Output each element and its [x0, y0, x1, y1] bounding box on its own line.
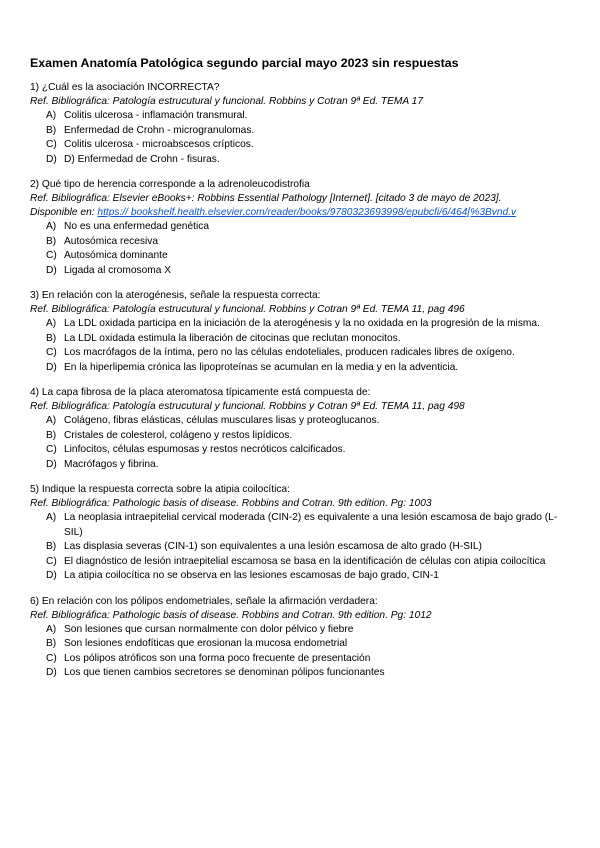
option-letter: D) [46, 458, 57, 470]
question-text: 1) ¿Cuál es la asociación INCORRECTA? [30, 82, 220, 93]
option-letter: D) [46, 153, 57, 165]
options-list [30, 623, 570, 681]
reference-link[interactable]: https:// bookshelf.health.elsevier.com/reader/books/9780323693998/epubcfi/6/464[%3Bvnd.v [97, 207, 517, 218]
option-a [46, 414, 570, 429]
option-text: Autosómica dominante [64, 250, 168, 261]
option-text: En la hiperlipemia crónica las lipoproteínas se acumulan en la media y en la adventicia. [64, 361, 459, 373]
option-letter: B) [46, 429, 57, 441]
question-6 [30, 595, 570, 681]
reference-prefix: Disponible en: [30, 207, 98, 218]
option-letter: B) [46, 332, 57, 344]
option-b [46, 429, 570, 444]
question-text: 2) Qué tipo de herencia corresponde a la adrenoleucodistrofia [30, 179, 310, 190]
option-letter: C) [46, 250, 57, 261]
option-b [46, 637, 570, 652]
option-letter: D) [46, 264, 57, 276]
options-list [30, 109, 570, 167]
option-letter: A) [46, 110, 57, 121]
option-letter: A) [46, 415, 57, 426]
option-d [46, 666, 570, 681]
option-text: La LDL oxidada participa en la iniciación de la aterogénesis y la no oxidada en la progresión de la misma. [64, 318, 540, 329]
options-list [30, 511, 570, 584]
option-b [46, 332, 570, 347]
option-a [46, 511, 570, 540]
option-text: La LDL oxidada estimula la liberación de citocinas que reclutan monocitos. [64, 332, 401, 344]
option-text: Son lesiones endofíticas que erosionan la mucosa endometrial [64, 638, 348, 649]
option-text: No es una enfermedad genética [64, 221, 209, 232]
options-list [30, 317, 570, 375]
question-reference: Ref. Bibliográfica: Patología estrucutural y funcional. Robbins y Cotran 9ª Ed. TEMA 17 [30, 96, 423, 107]
option-letter: C) [46, 444, 57, 455]
document-title: Examen Anatomía Patológica segundo parcial mayo 2023 sin respuestas [30, 56, 459, 70]
question-2 [30, 178, 570, 278]
option-d [46, 569, 570, 584]
option-text: Ligada al cromosoma X [64, 264, 172, 276]
option-text: Los que tienen cambios secretores se denominan pólipos funcionantes [64, 667, 385, 678]
option-d [46, 361, 570, 376]
option-c [46, 652, 570, 667]
option-text: Colágeno, fibras elásticas, células musculares lisas y proteoglucanos. [64, 415, 380, 426]
question-4 [30, 386, 570, 472]
option-letter: A) [46, 318, 57, 329]
options-list [30, 220, 570, 278]
option-letter: D) [46, 667, 57, 678]
option-d [46, 458, 570, 473]
option-text: Colitis ulcerosa - inflamación transmural. [64, 110, 248, 121]
option-text: La neoplasia intraepitelial cervical moderada (CIN-2) es equivalente a una lesión escamosa de bajo grado (L-SIL) [64, 512, 558, 538]
option-letter: B) [46, 638, 57, 649]
option-b [46, 540, 570, 555]
option-letter: C) [46, 347, 57, 358]
option-text: Colitis ulcerosa - microabscesos crípticos. [64, 139, 254, 150]
option-text: Autosómica recesiva [64, 235, 158, 247]
option-text: Cristales de colesterol, colágeno y restos lipídicos. [64, 429, 293, 441]
option-text: Los pólipos atróficos son una forma poco frecuente de presentación [64, 652, 371, 664]
question-5 [30, 483, 570, 584]
option-text: Los macrófagos de la íntima, pero no las células endoteliales, producen radicales libres de oxígeno. [64, 347, 515, 358]
option-letter: B) [46, 124, 57, 136]
option-a [46, 317, 570, 332]
option-letter: B) [46, 235, 57, 247]
option-c [46, 555, 570, 570]
option-letter: C) [46, 555, 57, 567]
option-c [46, 249, 570, 264]
option-text: Enfermedad de Crohn - microgranulomas. [64, 124, 255, 136]
option-a [46, 220, 570, 235]
option-c [46, 138, 570, 153]
option-letter: A) [46, 512, 57, 523]
question-reference: Ref. Bibliográfica: Patología estrucutural y funcional. Robbins y Cotran 9ª Ed. TEMA 11, pag 498 [30, 401, 465, 412]
option-d [46, 153, 570, 168]
option-letter: A) [46, 623, 57, 635]
option-c [46, 346, 570, 361]
question-3 [30, 289, 570, 375]
reference-availability [30, 206, 570, 220]
option-a [46, 623, 570, 638]
option-text: D) Enfermedad de Crohn - fisuras. [64, 153, 220, 165]
question-text: 4) La capa fibrosa de la placa ateromatosa típicamente está compuesta de: [30, 387, 371, 398]
question-text: 5) Indique la respuesta correcta sobre la atipia coilocítica: [30, 484, 290, 495]
option-letter: D) [46, 570, 57, 581]
question-1 [30, 81, 570, 167]
question-reference: Ref. Bibliográfica: Patología estrucutural y funcional. Robbins y Cotran 9ª Ed. TEMA 11, pag 496 [30, 304, 465, 315]
option-b [46, 235, 570, 250]
option-d [46, 264, 570, 279]
option-letter: B) [46, 541, 57, 552]
option-letter: D) [46, 361, 57, 373]
option-c [46, 443, 570, 458]
option-text: Son lesiones que cursan normalmente con dolor pélvico y fiebre [64, 623, 354, 635]
option-text: El diagnóstico de lesión intraepitelial escamosa se basa en la identificación de células con atipia coilocítica [64, 555, 546, 567]
option-text: Las displasia severas (CIN-1) son equivalentes a una lesión escamosa de alto grado (H-SIL) [64, 541, 482, 552]
option-text: Linfocitos, células espumosas y restos necróticos calcificados. [64, 444, 346, 455]
options-list [30, 414, 570, 472]
question-reference: Ref. Bibliográfica: Pathologic basis of disease. Robbins and Cotran. 9th edition. Pg: 1003 [30, 498, 432, 509]
option-letter: A) [46, 221, 57, 232]
option-a [46, 109, 570, 124]
question-text: 3) En relación con la aterogénesis, señale la respuesta correcta: [30, 290, 321, 301]
option-b [46, 124, 570, 139]
question-text: 6) En relación con los pólipos endometriales, señale la afirmación verdadera: [30, 595, 378, 607]
option-text: Macrófagos y fibrina. [64, 458, 159, 470]
option-letter: C) [46, 652, 57, 664]
option-letter: C) [46, 139, 57, 150]
option-text: La atipia coilocítica no se observa en las lesiones escamosas de bajo grado, CIN-1 [64, 570, 439, 581]
question-reference: Ref. Bibliográfica: Elsevier eBooks+: Robbins Essential Pathology [Internet]. [citado 3 de mayo de 2023]. [30, 193, 502, 204]
question-reference: Ref. Bibliográfica: Pathologic basis of disease. Robbins and Cotran. 9th edition. Pg: 1012 [30, 609, 432, 621]
